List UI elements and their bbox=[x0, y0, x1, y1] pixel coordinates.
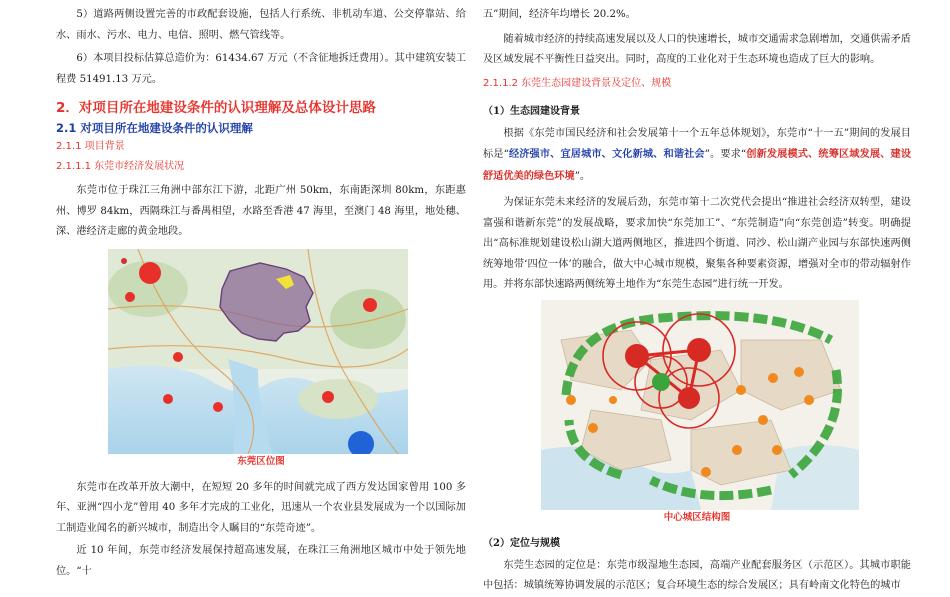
highlight-text: 经济强市、宜居城市、文化新城、和谐社会 bbox=[508, 148, 705, 160]
highlight-text: 创新发展模式、统筹区域发展、建设舒适优美的绿色环境 bbox=[483, 148, 912, 182]
sub-heading: （2）定位与规模 bbox=[483, 537, 560, 549]
subsubsubsection-heading: 2.1.1.1 东莞市经济发展状况 bbox=[56, 161, 185, 172]
paragraph: 随着城市经济的持续高速发展以及人口的快速增长，城市交通需求急剧增加，交通供需矛盾及区域发展不平衡性日益突出。同时，高度的工业化对于生态环境也造成了巨大的影响。 bbox=[483, 33, 911, 65]
dongguan-location-map bbox=[108, 249, 408, 454]
paragraph: 东莞生态园的定位是：东莞市级湿地生态园，高端产业配套服务区（示范区）。其城市职能中包括：城镇统筹协调发展的示范区；复合环境生态的综合发展区；具有岭南文化特色的城市 bbox=[483, 559, 911, 591]
subsection-heading: 2.1 对项目所在地建设条件的认识理解 bbox=[56, 121, 253, 135]
text-segment: ”。 bbox=[574, 170, 591, 182]
sub-heading: （1）生态园建设背景 bbox=[483, 105, 580, 117]
subsubsection-heading: 2.1.1 项目背景 bbox=[56, 141, 125, 152]
paragraph: 为保证东莞未来经济的发展后劲，东莞市第十二次党代会提出“推进社会经济双转型，建设富强和谐新东莞”的发展战略，要求加快“东莞加工”、“东莞制造”向“东莞创造”转变。明确提出“高标准规划建设松山湖大道两侧地区，推进四个街道、同沙、松山湖产业园与东部快速两侧统筹地带‘四位一体’的融合，做大中心城市规模，聚集各种要素资源，增强对全市的带动辐射作用。并将东部快速路两侧统筹土地作为“东莞生态园”进行统一开发。 bbox=[483, 197, 911, 290]
section-heading: 2．对项目所在地建设条件的认识理解及总体设计思路 bbox=[56, 100, 376, 116]
figure-caption: 中心城区结构图 bbox=[663, 511, 731, 523]
paragraph: 6）本项目投标估算总造价为：61434.67 万元（不含征地拆迁费用）。其中建筑安装工程费 51491.13 万元。 bbox=[56, 53, 466, 85]
left-column bbox=[56, 0, 466, 582]
text-segment: 根据《东莞市国民经济和社会发展第十一个五年总体规划》，东莞市“十一五”期间的发展目标是“ bbox=[483, 127, 911, 160]
central-city-structure-map bbox=[541, 300, 859, 510]
paragraph: 东莞市位于珠江三角洲中部东江下游，北距广州 50km，东南距深圳 80km，东距惠州、博罗 84km，西隔珠江与番禺相望，水路至香港 47 海里，至澳门 48 海里，地处穗、深、港经济走廊的黄金地段。 bbox=[56, 185, 466, 237]
figure-caption: 东莞区位图 bbox=[237, 455, 285, 467]
subsubsubsection-heading: 2.1.1.2 东莞生态园建设背景及定位、规模 bbox=[483, 77, 672, 89]
paragraph: 5）道路两侧设置完善的市政配套设施，包括人行系统、非机动车道、公交停靠站、给水、雨水、污水、电力、电信、照明、燃气管线等。 bbox=[56, 9, 466, 41]
paragraph: 东莞市在改革开放大潮中，在短短 20 多年的时间就完成了西方发达国家曾用 100 多年、亚洲“四小龙”曾用 40 多年才完成的工业化，迅速从一个农业县发展成为一个以国际加工制造业闻名的新兴城市，制造出令人瞩目的“东莞奇迹”。 bbox=[56, 481, 466, 534]
paragraph: 近 10 年间，东莞市经济发展保持超高速发展，在珠江三角洲地区城市中处于领先地位。“十 bbox=[56, 545, 466, 577]
text-segment: ”。要求“ bbox=[704, 149, 747, 160]
right-column bbox=[483, 0, 911, 597]
paragraph: 五”期间，经济年均增长 20.2%。 bbox=[483, 9, 636, 20]
paragraph bbox=[483, 124, 911, 188]
